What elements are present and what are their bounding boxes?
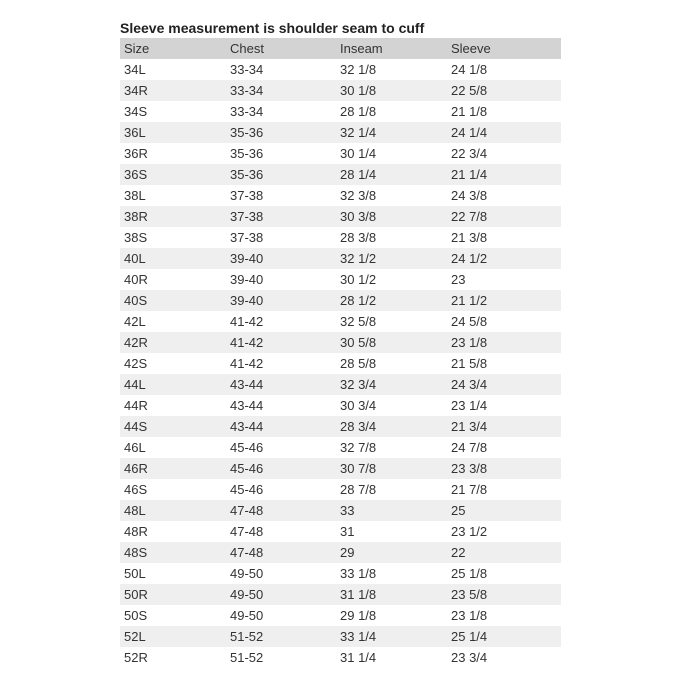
table-row (120, 479, 561, 500)
table-row (120, 563, 561, 584)
cell-chest: 41-42 (226, 332, 336, 353)
cell-inseam: 32 1/4 (336, 122, 447, 143)
cell-size: 46L (124, 440, 146, 455)
cell-sleeve: 23 (451, 272, 466, 287)
cell-chest: 39-40 (226, 290, 336, 311)
cell-size: 34R (120, 80, 226, 101)
cell-sleeve: 24 1/8 (451, 62, 488, 77)
cell-chest: 47-48 (226, 542, 336, 563)
table-row (120, 164, 561, 185)
cell-size: 46R (120, 458, 226, 479)
table-body (120, 59, 561, 668)
cell-size: 36S (120, 164, 226, 185)
cell-chest: 45-46 (230, 440, 264, 455)
cell-chest: 51-52 (230, 650, 264, 665)
cell-size: 42L (124, 314, 146, 329)
cell-sleeve: 24 7/8 (451, 440, 488, 455)
cell-chest: 43-44 (230, 398, 264, 413)
cell-sleeve: 24 1/2 (447, 248, 561, 269)
table-row (120, 416, 561, 437)
cell-size: 44L (120, 374, 226, 395)
table-row (120, 227, 561, 248)
cell-sleeve: 24 1/4 (447, 122, 561, 143)
table-row (120, 500, 561, 521)
cell-sleeve: 22 5/8 (447, 80, 561, 101)
cell-sleeve: 24 3/4 (447, 374, 561, 395)
cell-inseam: 32 3/8 (340, 188, 377, 203)
table-row (120, 248, 561, 269)
cell-chest: 49-50 (226, 584, 336, 605)
cell-inseam: 33 1/8 (340, 566, 377, 581)
cell-inseam: 30 1/2 (340, 272, 377, 287)
table-row (120, 374, 561, 395)
cell-chest: 39-40 (230, 272, 264, 287)
cell-chest: 33-34 (230, 104, 264, 119)
cell-chest: 49-50 (230, 566, 264, 581)
cell-chest: 49-50 (230, 608, 264, 623)
table-row (120, 395, 561, 416)
table-row (120, 269, 561, 290)
cell-chest: 33-34 (226, 80, 336, 101)
cell-sleeve: 24 5/8 (451, 314, 488, 329)
cell-chest: 35-36 (226, 122, 336, 143)
header-sleeve: Sleeve (447, 38, 561, 59)
cell-sleeve: 22 7/8 (447, 206, 561, 227)
table-row (120, 542, 561, 563)
cell-sleeve: 23 3/8 (447, 458, 561, 479)
cell-sleeve: 23 5/8 (447, 584, 561, 605)
cell-size: 40L (120, 248, 226, 269)
cell-size: 36R (124, 146, 148, 161)
cell-size: 42R (120, 332, 226, 353)
cell-chest: 37-38 (230, 230, 264, 245)
cell-inseam: 29 (336, 542, 447, 563)
table-row (120, 185, 561, 206)
cell-inseam: 31 1/8 (336, 584, 447, 605)
cell-sleeve: 23 1/8 (451, 608, 488, 623)
header-row (120, 38, 561, 59)
cell-inseam: 32 1/2 (336, 248, 447, 269)
table-row (120, 458, 561, 479)
cell-inseam: 33 1/4 (336, 626, 447, 647)
cell-inseam: 30 1/8 (336, 80, 447, 101)
table-row (120, 605, 561, 626)
cell-chest: 45-46 (230, 482, 264, 497)
cell-sleeve: 23 3/4 (451, 650, 488, 665)
cell-size: 44R (124, 398, 148, 413)
cell-chest: 37-38 (226, 206, 336, 227)
cell-inseam: 31 1/4 (340, 650, 377, 665)
cell-size: 48L (120, 500, 226, 521)
cell-inseam: 28 7/8 (340, 482, 377, 497)
cell-chest: 35-36 (226, 164, 336, 185)
cell-size: 50S (124, 608, 148, 623)
cell-size: 38L (124, 188, 146, 203)
cell-sleeve: 22 (447, 542, 561, 563)
cell-sleeve: 21 1/2 (447, 290, 561, 311)
cell-sleeve: 23 1/4 (451, 398, 488, 413)
table-row (120, 647, 561, 668)
cell-inseam: 28 1/2 (336, 290, 447, 311)
cell-size: 50R (120, 584, 226, 605)
table-row (120, 206, 561, 227)
cell-inseam: 30 7/8 (336, 458, 447, 479)
cell-size: 40S (120, 290, 226, 311)
cell-sleeve: 21 5/8 (451, 356, 488, 371)
cell-chest: 47-48 (226, 500, 336, 521)
cell-inseam: 28 1/8 (340, 104, 377, 119)
cell-sleeve: 24 3/8 (451, 188, 488, 203)
chart-title: Sleeve measurement is shoulder seam to cuff (120, 20, 425, 36)
cell-sleeve: 22 3/4 (451, 146, 488, 161)
table-row (120, 101, 561, 122)
cell-chest: 33-34 (230, 62, 264, 77)
table-row (120, 521, 561, 542)
cell-size: 34S (124, 104, 148, 119)
header-size: Size (120, 38, 226, 59)
cell-inseam: 30 3/4 (340, 398, 377, 413)
cell-inseam: 28 5/8 (340, 356, 377, 371)
cell-chest: 43-44 (226, 374, 336, 395)
table-row (120, 311, 561, 332)
table-row (120, 437, 561, 458)
cell-chest: 37-38 (230, 188, 264, 203)
cell-size: 44S (120, 416, 226, 437)
cell-inseam: 28 1/4 (336, 164, 447, 185)
cell-size: 46S (124, 482, 148, 497)
cell-chest: 41-42 (230, 314, 264, 329)
table-row (120, 626, 561, 647)
cell-inseam: 33 (336, 500, 447, 521)
table-row (120, 290, 561, 311)
table-row (120, 332, 561, 353)
table-row (120, 584, 561, 605)
cell-inseam: 30 3/8 (336, 206, 447, 227)
cell-inseam: 30 5/8 (336, 332, 447, 353)
cell-sleeve: 21 3/8 (451, 230, 488, 245)
cell-size: 48S (120, 542, 226, 563)
cell-size: 52L (120, 626, 226, 647)
cell-size: 50L (124, 566, 146, 581)
cell-size: 38S (124, 230, 148, 245)
cell-inseam: 28 3/4 (336, 416, 447, 437)
cell-inseam: 32 7/8 (340, 440, 377, 455)
cell-sleeve: 21 1/4 (447, 164, 561, 185)
table-row (120, 122, 561, 143)
cell-chest: 47-48 (230, 524, 264, 539)
cell-size: 42S (124, 356, 148, 371)
cell-size: 48R (124, 524, 148, 539)
cell-sleeve: 21 3/4 (447, 416, 561, 437)
cell-inseam: 32 1/8 (340, 62, 377, 77)
cell-size: 40R (124, 272, 148, 287)
table-row (120, 143, 561, 164)
table-row (120, 59, 561, 80)
cell-chest: 39-40 (226, 248, 336, 269)
cell-sleeve: 21 1/8 (451, 104, 488, 119)
cell-size: 38R (120, 206, 226, 227)
size-table (120, 38, 561, 668)
header-inseam: Inseam (336, 38, 447, 59)
cell-inseam: 28 3/8 (340, 230, 377, 245)
cell-sleeve: 25 1/4 (447, 626, 561, 647)
cell-inseam: 32 5/8 (340, 314, 377, 329)
cell-chest: 51-52 (226, 626, 336, 647)
cell-sleeve: 25 1/8 (451, 566, 488, 581)
cell-inseam: 30 1/4 (340, 146, 377, 161)
size-chart (120, 18, 561, 668)
cell-size: 36L (120, 122, 226, 143)
cell-size: 52R (124, 650, 148, 665)
cell-inseam: 29 1/8 (340, 608, 377, 623)
cell-sleeve: 23 1/2 (451, 524, 488, 539)
cell-sleeve: 23 1/8 (447, 332, 561, 353)
cell-chest: 35-36 (230, 146, 264, 161)
cell-chest: 43-44 (226, 416, 336, 437)
cell-sleeve: 25 (447, 500, 561, 521)
table-row (120, 80, 561, 101)
header-chest: Chest (226, 38, 336, 59)
table-row (120, 353, 561, 374)
cell-chest: 45-46 (226, 458, 336, 479)
cell-size: 34L (124, 62, 146, 77)
cell-chest: 41-42 (230, 356, 264, 371)
cell-inseam: 31 (340, 524, 355, 539)
cell-sleeve: 21 7/8 (451, 482, 488, 497)
cell-inseam: 32 3/4 (336, 374, 447, 395)
